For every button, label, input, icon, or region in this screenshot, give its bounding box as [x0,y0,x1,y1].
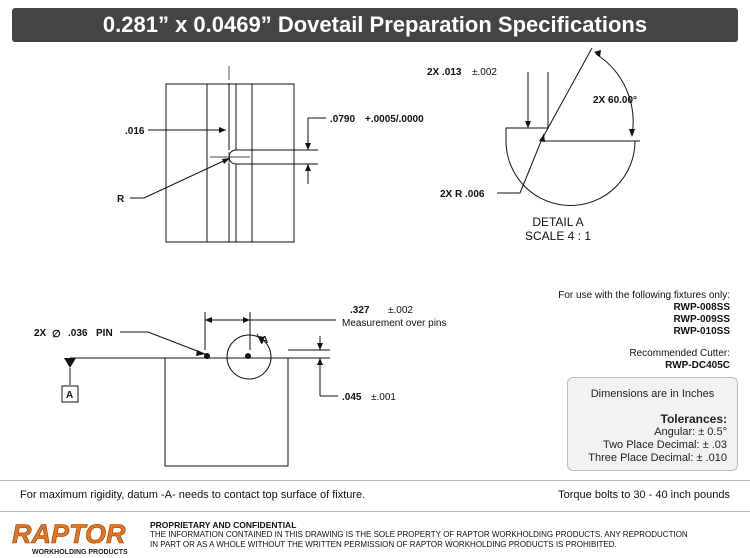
over-pins-dim: .327 [350,305,370,316]
top-view-outline [166,84,294,242]
tolerances-box [567,377,738,471]
cutter-note [629,348,730,372]
pin-word: PIN [96,328,113,339]
front-view-outline [165,358,288,466]
detail-scale: SCALE 4 : 1 [524,229,592,243]
detail-flat-tol: ±.002 [472,67,497,78]
tolerances-heading: Tolerances: [660,412,727,426]
two-place-tolerance: Two Place Decimal: ± .03 [602,439,727,451]
cutter-heading: Recommended Cutter: [629,348,730,359]
pin-count: 2X [34,328,47,339]
confidential-line: THE INFORMATION CONTAINED IN THIS DRAWING IS THE SOLE PROPERTY OF RAPTOR WORKHOLDING PRODUCTS. ANY REPRODUCTION [150,530,688,539]
footer [0,512,750,558]
confidential-line: IN PART OR AS A WHOLE WITHOUT THE WRITTEN PERMISSION OF RAPTOR WORKHOLDING PRODUCTS IS PROHIBITED. [150,540,617,549]
over-pins-note: Measurement over pins [342,318,447,329]
page-title: 0.281” x 0.0469” Dovetail Preparation Specifications [12,8,738,42]
notes-bar [0,480,750,512]
fixtures-note [558,290,730,338]
datum-label: A [66,390,74,401]
top-radius-label: R [117,194,125,205]
three-place-tolerance: Three Place Decimal: ± .010 [588,452,727,464]
fixtures-heading: For use with the following fixtures only: [558,290,730,301]
detail-angle-dim: 2X 60.00° [593,95,638,106]
detail-name: DETAIL A [532,215,584,229]
raptor-logo [10,516,140,556]
diameter-symbol: ∅ [52,329,61,340]
fixture-item: RWP-010SS [673,326,730,337]
detail-radius-dim: 2X R .006 [440,189,485,200]
svg-text:WORKHOLDING PRODUCTS: WORKHOLDING PRODUCTS [32,549,128,556]
cutter-part: RWP-DC405C [665,360,730,371]
fixture-item: RWP-008SS [673,302,730,313]
top-slot-tol: +.0005/.0000 [365,114,424,125]
top-width-dim: .016 [125,126,145,137]
over-pins-tol: ±.002 [388,305,413,316]
detail-a-mark: A [261,335,269,346]
svg-text:RAPTOR: RAPTOR [12,519,126,549]
confidential-heading: PROPRIETARY AND CONFIDENTIAL [150,520,297,530]
pin-dim: .036 [68,328,88,339]
detail-flat-dim: 2X .013 [427,67,462,78]
height-dim: .045 [342,392,362,403]
units-note: Dimensions are in Inches [590,388,715,400]
angular-tolerance: Angular: ± 0.5° [654,426,727,438]
torque-note: Torque bolts to 30 - 40 inch pounds [558,489,730,501]
height-tol: ±.001 [371,392,396,403]
datum-note: For maximum rigidity, datum -A- needs to contact top surface of fixture. [20,489,366,501]
confidential-notice [150,520,688,550]
fixture-item: RWP-009SS [673,314,730,325]
top-slot-dim: .0790 [330,114,356,125]
